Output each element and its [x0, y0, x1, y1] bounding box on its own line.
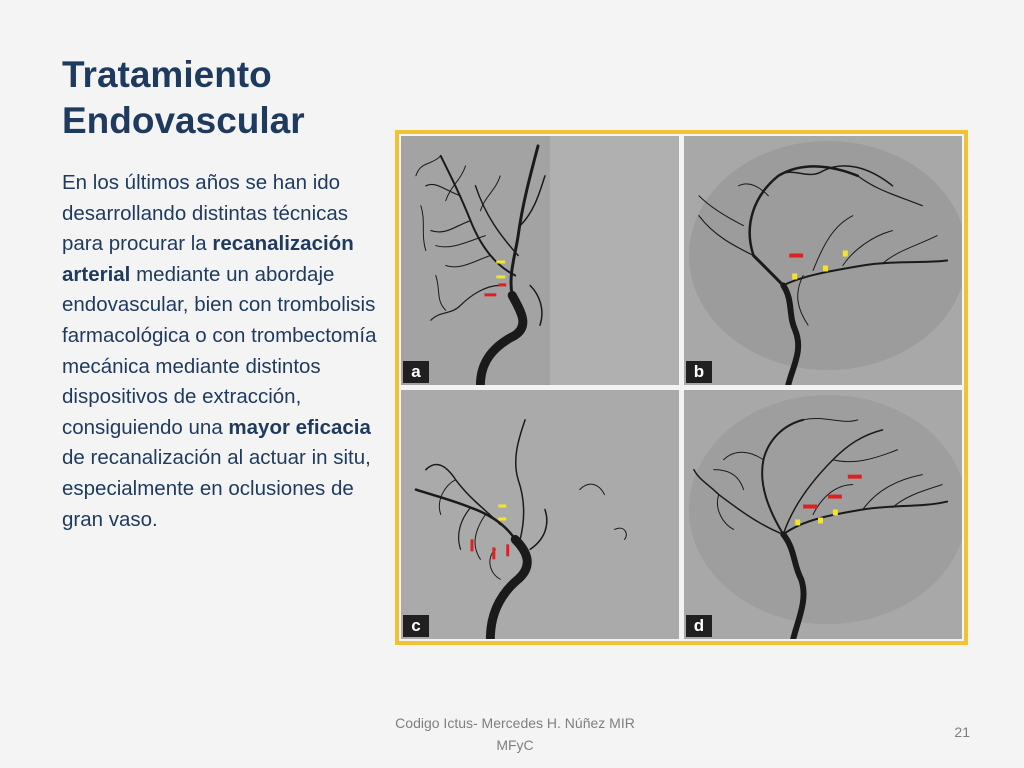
- panel-label-b: b: [686, 361, 712, 383]
- slide-title: [62, 52, 392, 144]
- page-number: 21: [954, 724, 970, 740]
- body-text-2: mediante un abordaje endovascular, bien con trombolisis farmacológica o con trombectomía mecánica mediante distintos dispositivos de extracción, consiguiendo una: [62, 262, 377, 439]
- footer-line-1: Codigo Ictus- Mercedes H. Núñez MIR: [395, 715, 635, 731]
- panel-label-c: c: [403, 615, 429, 637]
- angiogram-image-c: [401, 390, 679, 639]
- angiogram-image-d: [684, 390, 962, 639]
- angiography-panel-c: [401, 390, 679, 639]
- angiography-figure: [395, 130, 968, 645]
- title-line-2: Endovascular: [62, 100, 305, 141]
- body-paragraph: [62, 168, 382, 535]
- slide-footer: [370, 712, 660, 756]
- angiography-panel-d: [684, 390, 962, 639]
- angiography-grid: [399, 134, 964, 641]
- angiography-panel-a: [401, 136, 679, 385]
- angiogram-image-a: [401, 136, 679, 385]
- panel-label-d: d: [686, 615, 712, 637]
- angiogram-image-b: [684, 136, 962, 385]
- panel-label-a: a: [403, 361, 429, 383]
- body-bold-2: mayor eficacia: [228, 415, 371, 439]
- title-line-1: Tratamiento: [62, 54, 272, 95]
- body-text-1: En los últimos años se han ido desarrollando distintas técnicas para procurar la: [62, 171, 349, 256]
- body-text-3: de recanalización al actuar in situ, especialmente en oclusiones de gran vaso.: [62, 446, 371, 531]
- body-bold-1: recanalización arterial: [62, 232, 354, 286]
- angiography-panel-b: [684, 136, 962, 385]
- footer-line-2: MFyC: [496, 737, 534, 753]
